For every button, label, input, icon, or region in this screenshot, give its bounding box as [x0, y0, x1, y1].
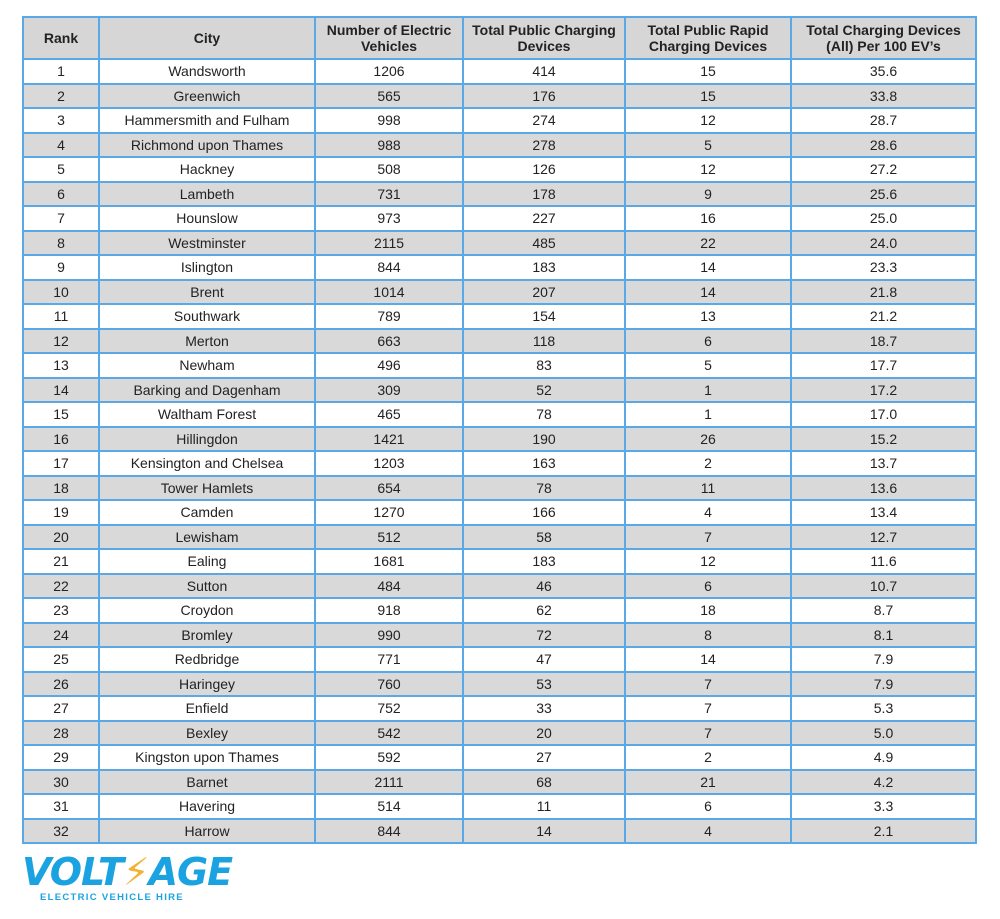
cell-devices-per-100: 35.6 [791, 59, 976, 84]
cell-city: Kensington and Chelsea [99, 451, 315, 476]
cell-city: Lewisham [99, 525, 315, 550]
cell-ev-count: 1203 [315, 451, 463, 476]
cell-rank: 15 [23, 402, 99, 427]
ev-charging-table [22, 16, 977, 844]
cell-devices-per-100: 12.7 [791, 525, 976, 550]
cell-rapid-charging: 2 [625, 745, 791, 770]
cell-public-charging: 20 [463, 721, 625, 746]
cell-public-charging: 47 [463, 647, 625, 672]
cell-devices-per-100: 25.6 [791, 182, 976, 207]
table-row [23, 402, 976, 427]
cell-ev-count: 484 [315, 574, 463, 599]
cell-rapid-charging: 14 [625, 280, 791, 305]
cell-public-charging: 485 [463, 231, 625, 256]
table-row [23, 206, 976, 231]
cell-city: Merton [99, 329, 315, 354]
cell-devices-per-100: 28.6 [791, 133, 976, 158]
cell-ev-count: 514 [315, 794, 463, 819]
cell-public-charging: 190 [463, 427, 625, 452]
cell-ev-count: 771 [315, 647, 463, 672]
cell-rapid-charging: 15 [625, 84, 791, 109]
cell-ev-count: 731 [315, 182, 463, 207]
cell-public-charging: 154 [463, 304, 625, 329]
cell-public-charging: 227 [463, 206, 625, 231]
cell-rapid-charging: 7 [625, 525, 791, 550]
cell-rapid-charging: 14 [625, 255, 791, 280]
cell-public-charging: 62 [463, 598, 625, 623]
table-row [23, 500, 976, 525]
cell-ev-count: 1421 [315, 427, 463, 452]
cell-public-charging: 176 [463, 84, 625, 109]
cell-rapid-charging: 11 [625, 476, 791, 501]
cell-public-charging: 207 [463, 280, 625, 305]
table-row [23, 819, 976, 844]
table-row [23, 108, 976, 133]
cell-public-charging: 274 [463, 108, 625, 133]
cell-devices-per-100: 33.8 [791, 84, 976, 109]
table-row [23, 476, 976, 501]
cell-rapid-charging: 2 [625, 451, 791, 476]
cell-ev-count: 1270 [315, 500, 463, 525]
table-row [23, 280, 976, 305]
cell-city: Enfield [99, 696, 315, 721]
cell-rank: 31 [23, 794, 99, 819]
header-rapid-charging: Total Public Rapid Charging Devices [625, 17, 791, 59]
cell-ev-count: 2111 [315, 770, 463, 795]
cell-rapid-charging: 12 [625, 549, 791, 574]
cell-ev-count: 990 [315, 623, 463, 648]
cell-public-charging: 53 [463, 672, 625, 697]
table-row [23, 427, 976, 452]
cell-rank: 7 [23, 206, 99, 231]
cell-rapid-charging: 6 [625, 574, 791, 599]
table-row [23, 794, 976, 819]
cell-devices-per-100: 10.7 [791, 574, 976, 599]
cell-public-charging: 183 [463, 549, 625, 574]
cell-public-charging: 126 [463, 157, 625, 182]
table-row [23, 329, 976, 354]
table-row [23, 451, 976, 476]
table-row [23, 623, 976, 648]
cell-rank: 20 [23, 525, 99, 550]
table-row [23, 255, 976, 280]
cell-public-charging: 58 [463, 525, 625, 550]
cell-rank: 19 [23, 500, 99, 525]
cell-public-charging: 72 [463, 623, 625, 648]
cell-devices-per-100: 21.8 [791, 280, 976, 305]
cell-city: Barking and Dagenham [99, 378, 315, 403]
cell-rank: 17 [23, 451, 99, 476]
cell-rapid-charging: 12 [625, 157, 791, 182]
cell-rank: 4 [23, 133, 99, 158]
cell-rank: 23 [23, 598, 99, 623]
cell-ev-count: 1681 [315, 549, 463, 574]
cell-rank: 24 [23, 623, 99, 648]
cell-city: Harrow [99, 819, 315, 844]
cell-city: Southwark [99, 304, 315, 329]
cell-ev-count: 663 [315, 329, 463, 354]
header-devices-per-100: Total Charging Devices (All) Per 100 EV’s [791, 17, 976, 59]
cell-ev-count: 512 [315, 525, 463, 550]
table-row [23, 157, 976, 182]
cell-ev-count: 844 [315, 819, 463, 844]
cell-devices-per-100: 28.7 [791, 108, 976, 133]
cell-rank: 21 [23, 549, 99, 574]
cell-rank: 18 [23, 476, 99, 501]
table-row [23, 353, 976, 378]
cell-public-charging: 163 [463, 451, 625, 476]
cell-ev-count: 496 [315, 353, 463, 378]
cell-ev-count: 309 [315, 378, 463, 403]
cell-city: Waltham Forest [99, 402, 315, 427]
cell-ev-count: 752 [315, 696, 463, 721]
table-row [23, 549, 976, 574]
cell-ev-count: 789 [315, 304, 463, 329]
table-row [23, 647, 976, 672]
cell-city: Islington [99, 255, 315, 280]
table-row [23, 574, 976, 599]
cell-rank: 30 [23, 770, 99, 795]
cell-rapid-charging: 21 [625, 770, 791, 795]
cell-devices-per-100: 3.3 [791, 794, 976, 819]
cell-rapid-charging: 6 [625, 794, 791, 819]
cell-city: Newham [99, 353, 315, 378]
cell-rank: 26 [23, 672, 99, 697]
cell-city: Haringey [99, 672, 315, 697]
cell-devices-per-100: 27.2 [791, 157, 976, 182]
cell-public-charging: 52 [463, 378, 625, 403]
cell-rapid-charging: 16 [625, 206, 791, 231]
cell-public-charging: 278 [463, 133, 625, 158]
cell-devices-per-100: 7.9 [791, 647, 976, 672]
cell-rapid-charging: 7 [625, 696, 791, 721]
cell-devices-per-100: 4.9 [791, 745, 976, 770]
cell-rank: 29 [23, 745, 99, 770]
cell-ev-count: 1014 [315, 280, 463, 305]
cell-rapid-charging: 1 [625, 378, 791, 403]
cell-city: Wandsworth [99, 59, 315, 84]
cell-rapid-charging: 14 [625, 647, 791, 672]
cell-devices-per-100: 24.0 [791, 231, 976, 256]
table-row [23, 721, 976, 746]
cell-public-charging: 33 [463, 696, 625, 721]
cell-rapid-charging: 4 [625, 500, 791, 525]
cell-public-charging: 178 [463, 182, 625, 207]
cell-public-charging: 166 [463, 500, 625, 525]
cell-ev-count: 973 [315, 206, 463, 231]
cell-city: Greenwich [99, 84, 315, 109]
cell-public-charging: 46 [463, 574, 625, 599]
cell-city: Brent [99, 280, 315, 305]
cell-rank: 8 [23, 231, 99, 256]
cell-rapid-charging: 8 [625, 623, 791, 648]
cell-city: Camden [99, 500, 315, 525]
table-row [23, 133, 976, 158]
cell-rapid-charging: 7 [625, 721, 791, 746]
cell-public-charging: 78 [463, 402, 625, 427]
table-row [23, 59, 976, 84]
table-row [23, 672, 976, 697]
cell-city: Kingston upon Thames [99, 745, 315, 770]
logo-tagline: ELECTRIC VEHICLE HIRE [40, 892, 184, 903]
cell-rank: 3 [23, 108, 99, 133]
cell-rank: 32 [23, 819, 99, 844]
table-row [23, 770, 976, 795]
cell-devices-per-100: 17.2 [791, 378, 976, 403]
cell-ev-count: 465 [315, 402, 463, 427]
cell-city: Sutton [99, 574, 315, 599]
table-body [23, 59, 976, 843]
cell-ev-count: 654 [315, 476, 463, 501]
cell-rank: 6 [23, 182, 99, 207]
cell-devices-per-100: 8.1 [791, 623, 976, 648]
cell-city: Bromley [99, 623, 315, 648]
table-row [23, 525, 976, 550]
cell-ev-count: 760 [315, 672, 463, 697]
cell-rank: 9 [23, 255, 99, 280]
volt-age-logo [22, 850, 233, 908]
cell-city: Hounslow [99, 206, 315, 231]
cell-ev-count: 565 [315, 84, 463, 109]
cell-rapid-charging: 13 [625, 304, 791, 329]
cell-devices-per-100: 25.0 [791, 206, 976, 231]
cell-ev-count: 508 [315, 157, 463, 182]
cell-city: Barnet [99, 770, 315, 795]
cell-devices-per-100: 17.0 [791, 402, 976, 427]
cell-rank: 25 [23, 647, 99, 672]
cell-rank: 16 [23, 427, 99, 452]
cell-rapid-charging: 4 [625, 819, 791, 844]
cell-rank: 14 [23, 378, 99, 403]
header-city: City [99, 17, 315, 59]
cell-rank: 13 [23, 353, 99, 378]
table-row [23, 182, 976, 207]
cell-city: Redbridge [99, 647, 315, 672]
cell-devices-per-100: 13.6 [791, 476, 976, 501]
cell-ev-count: 2115 [315, 231, 463, 256]
table-row [23, 598, 976, 623]
cell-public-charging: 83 [463, 353, 625, 378]
cell-rank: 2 [23, 84, 99, 109]
cell-ev-count: 998 [315, 108, 463, 133]
cell-public-charging: 27 [463, 745, 625, 770]
cell-devices-per-100: 23.3 [791, 255, 976, 280]
cell-rapid-charging: 1 [625, 402, 791, 427]
cell-ev-count: 988 [315, 133, 463, 158]
cell-devices-per-100: 5.0 [791, 721, 976, 746]
cell-city: Lambeth [99, 182, 315, 207]
cell-public-charging: 14 [463, 819, 625, 844]
header-public-charging: Total Public Charging Devices [463, 17, 625, 59]
cell-city: Havering [99, 794, 315, 819]
cell-rapid-charging: 9 [625, 182, 791, 207]
table-row [23, 696, 976, 721]
cell-city: Westminster [99, 231, 315, 256]
logo-wordmark: VOLT⚡AGE [22, 850, 233, 894]
table-row [23, 745, 976, 770]
bolt-icon: ⚡ [122, 850, 149, 894]
cell-public-charging: 414 [463, 59, 625, 84]
cell-rapid-charging: 5 [625, 353, 791, 378]
cell-devices-per-100: 8.7 [791, 598, 976, 623]
cell-ev-count: 918 [315, 598, 463, 623]
cell-rank: 22 [23, 574, 99, 599]
cell-public-charging: 78 [463, 476, 625, 501]
cell-ev-count: 844 [315, 255, 463, 280]
ev-charging-table-container [22, 16, 975, 844]
cell-city: Ealing [99, 549, 315, 574]
cell-rapid-charging: 7 [625, 672, 791, 697]
cell-rank: 27 [23, 696, 99, 721]
cell-devices-per-100: 15.2 [791, 427, 976, 452]
cell-rapid-charging: 5 [625, 133, 791, 158]
cell-rapid-charging: 26 [625, 427, 791, 452]
table-row [23, 378, 976, 403]
cell-devices-per-100: 18.7 [791, 329, 976, 354]
cell-devices-per-100: 13.7 [791, 451, 976, 476]
cell-rank: 11 [23, 304, 99, 329]
cell-public-charging: 68 [463, 770, 625, 795]
cell-rank: 1 [23, 59, 99, 84]
cell-city: Hackney [99, 157, 315, 182]
cell-rapid-charging: 15 [625, 59, 791, 84]
cell-devices-per-100: 17.7 [791, 353, 976, 378]
cell-ev-count: 1206 [315, 59, 463, 84]
cell-rank: 12 [23, 329, 99, 354]
cell-city: Richmond upon Thames [99, 133, 315, 158]
cell-devices-per-100: 2.1 [791, 819, 976, 844]
table-header-row [23, 17, 976, 59]
cell-devices-per-100: 4.2 [791, 770, 976, 795]
cell-ev-count: 592 [315, 745, 463, 770]
cell-ev-count: 542 [315, 721, 463, 746]
header-ev-count: Number of Electric Vehicles [315, 17, 463, 59]
table-row [23, 231, 976, 256]
cell-devices-per-100: 21.2 [791, 304, 976, 329]
table-row [23, 304, 976, 329]
cell-devices-per-100: 5.3 [791, 696, 976, 721]
cell-city: Croydon [99, 598, 315, 623]
cell-public-charging: 183 [463, 255, 625, 280]
cell-devices-per-100: 13.4 [791, 500, 976, 525]
cell-rapid-charging: 22 [625, 231, 791, 256]
cell-devices-per-100: 7.9 [791, 672, 976, 697]
cell-rapid-charging: 6 [625, 329, 791, 354]
cell-devices-per-100: 11.6 [791, 549, 976, 574]
cell-city: Hillingdon [99, 427, 315, 452]
cell-city: Tower Hamlets [99, 476, 315, 501]
cell-public-charging: 118 [463, 329, 625, 354]
table-row [23, 84, 976, 109]
cell-public-charging: 11 [463, 794, 625, 819]
cell-rapid-charging: 12 [625, 108, 791, 133]
cell-rank: 5 [23, 157, 99, 182]
cell-city: Bexley [99, 721, 315, 746]
header-rank: Rank [23, 17, 99, 59]
cell-city: Hammersmith and Fulham [99, 108, 315, 133]
cell-rapid-charging: 18 [625, 598, 791, 623]
cell-rank: 10 [23, 280, 99, 305]
cell-rank: 28 [23, 721, 99, 746]
